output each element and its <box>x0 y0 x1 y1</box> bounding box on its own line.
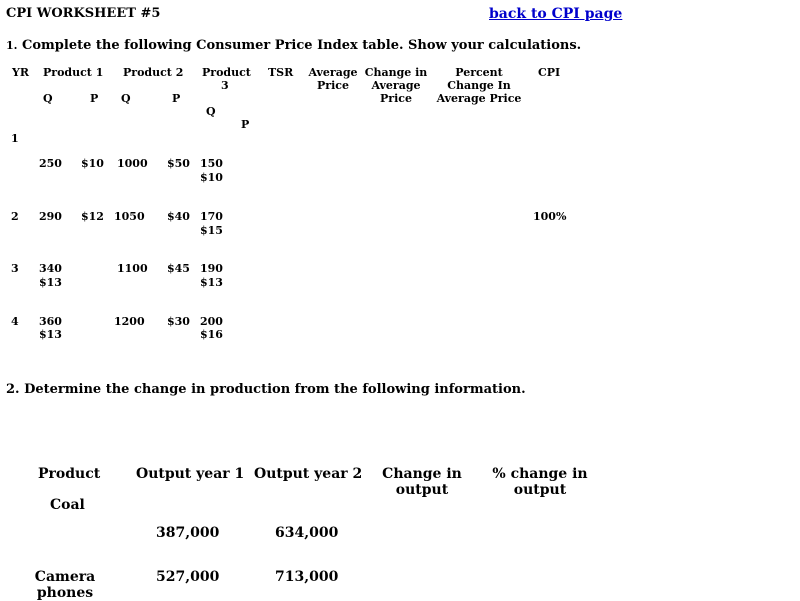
q2-row-2-product: Camera phones <box>34 569 96 601</box>
q2-row-1-product: Coal <box>50 497 85 513</box>
row-2-cpi: 100% <box>533 210 567 223</box>
row-3-p3-q: 190 <box>200 262 223 275</box>
header-product-1: Product 1 <box>43 66 104 79</box>
page-title: CPI WORKSHEET #5 <box>6 6 161 21</box>
row-2-p2-p: $40 <box>167 210 190 223</box>
row-3-p2-q: 1100 <box>117 262 148 275</box>
question-1-number: 1. <box>6 39 18 52</box>
question-1 <box>6 38 581 53</box>
subheader-p2-q: Q <box>121 92 131 105</box>
header-percent-change: Percent Change In Average Price <box>436 66 522 105</box>
q2-row-1-year-2: 634,000 <box>275 525 339 541</box>
row-4-yr: 4 <box>11 315 19 328</box>
question-1-text: Complete the following Consumer Price Index table. Show your calculations. <box>22 38 582 53</box>
row-3-p1-p: $13 <box>39 276 62 289</box>
q2-header-output-year-1: Output year 1 <box>136 466 245 482</box>
subheader-p1-p: P <box>90 92 99 105</box>
row-2-p2-q: 1050 <box>114 210 145 223</box>
row-1-p3-p: $10 <box>200 171 223 184</box>
row-1-p2-q: 1000 <box>117 157 148 170</box>
header-product-3-num: 3 <box>221 79 229 92</box>
subheader-p3-q: Q <box>206 105 216 118</box>
header-product-3: Product <box>202 66 251 79</box>
header-cpi: CPI <box>538 66 561 79</box>
question-2-text: 2. Determine the change in production from the following information. <box>6 382 526 397</box>
header-change-in-average-price: Change in Average Price <box>364 66 428 105</box>
q2-header-pct-change-in-output: % change in output <box>492 466 588 498</box>
q2-row-2-year-2: 713,000 <box>275 569 339 585</box>
row-2-p1-p: $12 <box>81 210 104 223</box>
row-4-p1-q: 360 <box>39 315 62 328</box>
row-4-p1-p: $13 <box>39 328 62 341</box>
header-tsr: TSR <box>268 66 294 79</box>
q2-header-product: Product <box>38 466 101 482</box>
row-1-yr: 1 <box>11 132 19 145</box>
row-3-yr: 3 <box>11 262 19 275</box>
row-2-yr: 2 <box>11 210 19 223</box>
q2-header-output-year-2: Output year 2 <box>254 466 363 482</box>
subheader-p1-q: Q <box>43 92 53 105</box>
row-1-p2-p: $50 <box>167 157 190 170</box>
row-1-p3-q: 150 <box>200 157 223 170</box>
row-2-p1-q: 290 <box>39 210 62 223</box>
subheader-p2-p: P <box>172 92 181 105</box>
row-4-p3-p: $16 <box>200 328 223 341</box>
subheader-p3-p: P <box>241 118 250 131</box>
back-to-cpi-link[interactable]: back to CPI page <box>489 6 623 22</box>
row-4-p2-q: 1200 <box>114 315 145 328</box>
header-average-price: Average Price <box>308 66 358 92</box>
row-1-p1-q: 250 <box>39 157 62 170</box>
q2-row-2-year-1: 527,000 <box>156 569 220 585</box>
row-2-p3-p: $15 <box>200 224 223 237</box>
row-3-p2-p: $45 <box>167 262 190 275</box>
row-3-p3-p: $13 <box>200 276 223 289</box>
row-1-p1-p: $10 <box>81 157 104 170</box>
row-2-p3-q: 170 <box>200 210 223 223</box>
row-4-p2-p: $30 <box>167 315 190 328</box>
header-yr: YR <box>12 66 29 79</box>
q2-header-change-in-output: Change in output <box>382 466 462 498</box>
row-4-p3-q: 200 <box>200 315 223 328</box>
row-3-p1-q: 340 <box>39 262 62 275</box>
q2-row-1-year-1: 387,000 <box>156 525 220 541</box>
header-product-2: Product 2 <box>123 66 184 79</box>
